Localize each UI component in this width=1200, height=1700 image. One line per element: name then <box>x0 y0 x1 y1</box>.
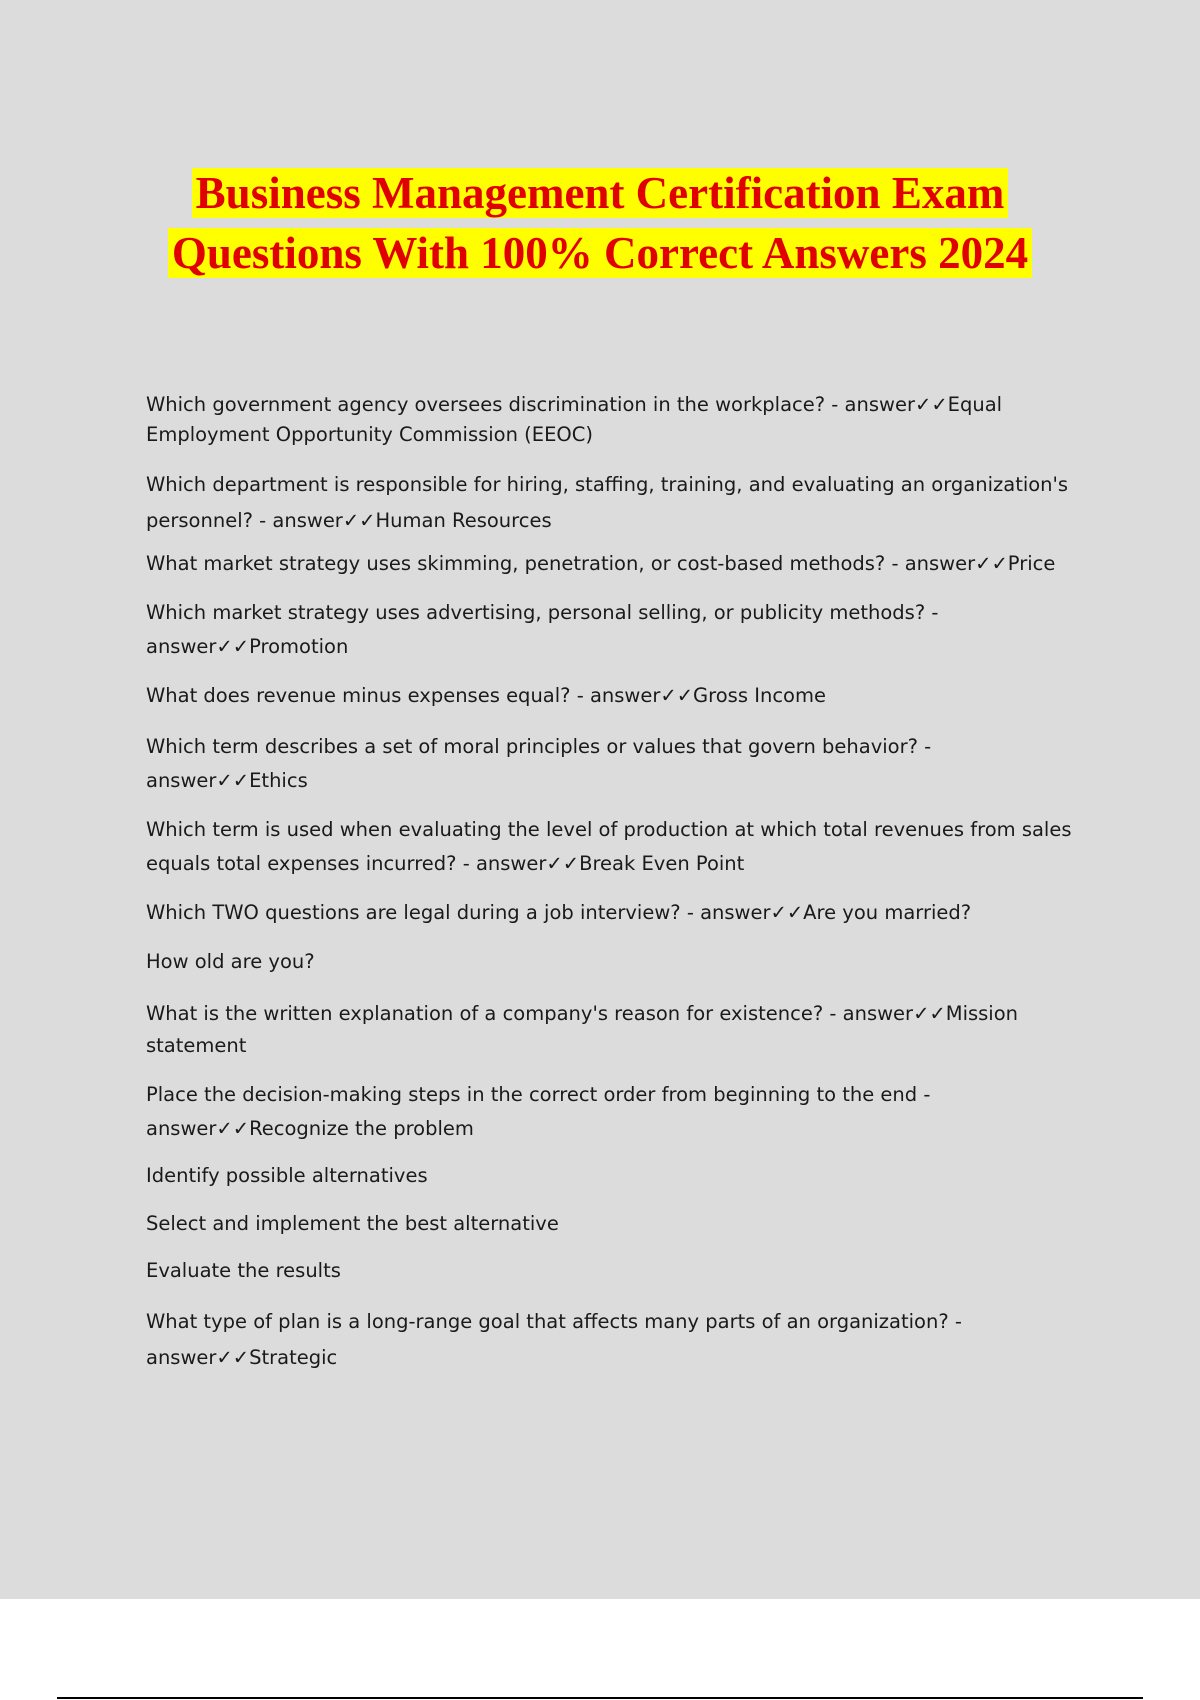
qa-item: Which government agency oversees discrimination in the workplace? - answer✓✓Equal Employment Opportunity Commission (EEOC) <box>146 393 1003 446</box>
qa-item: What type of plan is a long-range goal that affects many parts of an organization? - answer✓✓Strategic <box>146 1310 962 1369</box>
document-title <box>0 163 1200 283</box>
qa-item: Select and implement the best alternative <box>146 1212 559 1235</box>
qa-item: What does revenue minus expenses equal? - answer✓✓Gross Income <box>146 684 826 707</box>
qa-item: Which term is used when evaluating the level of production at which total revenues from sales equals total expenses incurred? - answer✓✓Break Even Point <box>146 818 1072 875</box>
qa-item: Which TWO questions are legal during a job interview? - answer✓✓Are you married? <box>146 901 972 924</box>
qa-item: Which department is responsible for hiring, staffing, training, and evaluating an organization's personnel? - answer✓✓Human Resources <box>146 473 1069 532</box>
title-line-1: Business Management Certification Exam <box>192 168 1009 218</box>
qa-item: Which market strategy uses advertising, personal selling, or publicity methods? - answer✓✓Promotion <box>146 601 939 658</box>
qa-list <box>146 390 1086 1376</box>
qa-item: What market strategy uses skimming, penetration, or cost-based methods? - answer✓✓Price <box>146 552 1056 575</box>
qa-item: What is the written explanation of a company's reason for existence? - answer✓✓Mission statement <box>146 1002 1019 1057</box>
title-line-2: Questions With 100% Correct Answers 2024 <box>168 228 1032 278</box>
qa-item: Identify possible alternatives <box>146 1164 428 1187</box>
qa-item: Place the decision-making steps in the correct order from beginning to the end - answer✓✓Recognize the problem <box>146 1083 931 1140</box>
qa-item: Which term describes a set of moral principles or values that govern behavior? - answer✓✓Ethics <box>146 735 932 792</box>
bottom-rule <box>57 1697 1143 1699</box>
qa-item: Evaluate the results <box>146 1259 341 1282</box>
qa-item: How old are you? <box>146 950 315 973</box>
